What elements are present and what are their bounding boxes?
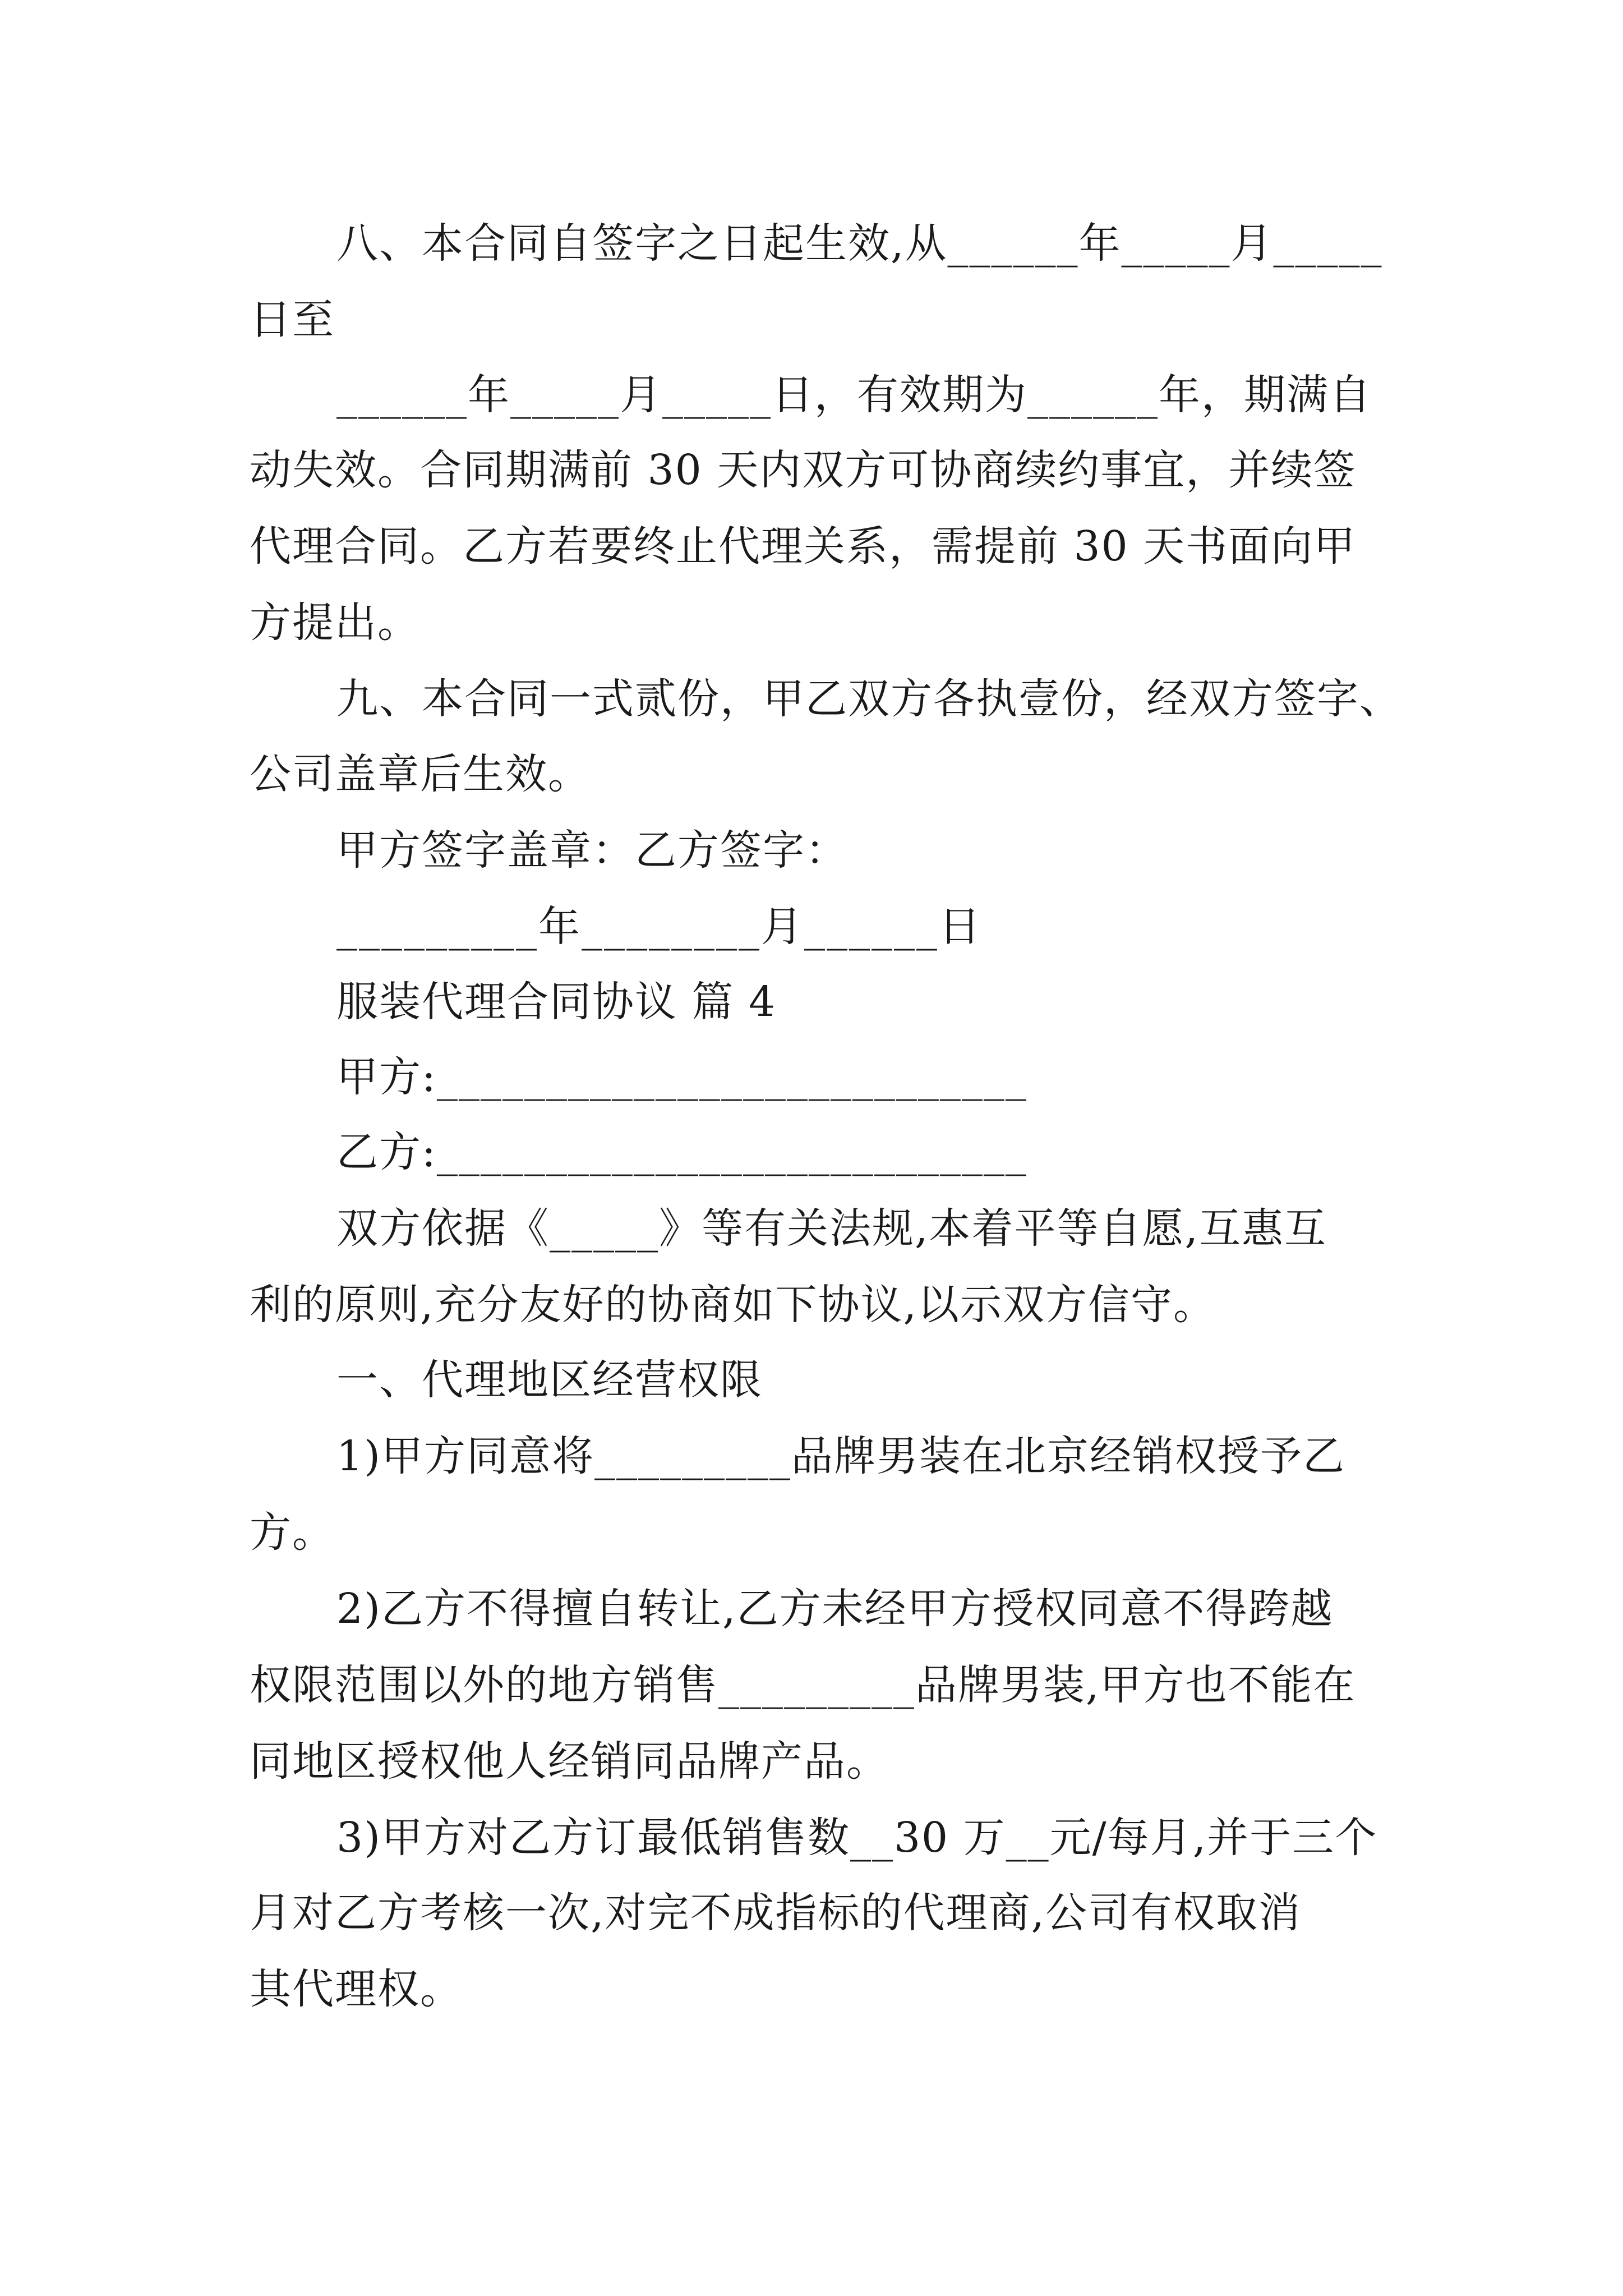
item-1-line-1: 1)甲方同意将_________品牌男装在北京经销权授予乙 (336, 1432, 1345, 1480)
party-a-line: 甲方:___________________________ (336, 1053, 1027, 1101)
party-b-line: 乙方:___________________________ (336, 1128, 1027, 1176)
clause-8-line-1: 八、本合同自签字之日起生效,从______年_____月_____ (336, 219, 1383, 268)
clause-8-line-2: 日至 (250, 296, 335, 344)
clause-8-line-5: 代理合同。乙方若要终止代理关系，需提前 30 天书面向甲 (250, 522, 1357, 570)
signature-line: 甲方签字盖章：乙方签字： (336, 826, 848, 875)
item-1-line-2: 方。 (250, 1508, 335, 1557)
item-2-line-1: 2)乙方不得擅自转让,乙方未经甲方授权同意不得跨越 (336, 1585, 1334, 1633)
item-3-line-1: 3)甲方对乙方订最低销售数__30 万__元/每月,并于三个 (336, 1814, 1378, 1862)
preamble-line-1: 双方依据《_____》等有关法规,本着平等自愿,互惠互 (336, 1204, 1327, 1253)
item-3-line-3: 其代理权。 (250, 1965, 463, 2013)
signature-date-line: _________年________月______日 (336, 903, 982, 951)
clause-1-heading: 一、代理地区经营权限 (336, 1356, 763, 1404)
clause-8-line-3: ______年_____月_____日，有效期为______年，期满自 (336, 371, 1372, 419)
clause-9-line-1: 九、本合同一式贰份，甲乙双方各执壹份，经双方签字、 (336, 675, 1402, 723)
section-title: 服装代理合同协议 篇 4 (336, 978, 777, 1026)
clause-8-line-6: 方提出。 (250, 599, 420, 647)
item-3-line-2: 月对乙方考核一次,对完不成指标的代理商,公司有权取消 (250, 1889, 1302, 1937)
item-2-line-2: 权限范围以外的地方销售_________品牌男装,甲方也不能在 (250, 1661, 1356, 1709)
preamble-line-2: 利的原则,充分友好的协商如下协议,以示双方信守。 (250, 1281, 1216, 1329)
clause-8-line-4: 动失效。合同期满前 30 天内双方可协商续约事宜，并续签 (250, 446, 1357, 494)
clause-9-line-2: 公司盖章后生效。 (250, 750, 591, 798)
item-2-line-3: 同地区授权他人经销同品牌产品。 (250, 1737, 889, 1786)
